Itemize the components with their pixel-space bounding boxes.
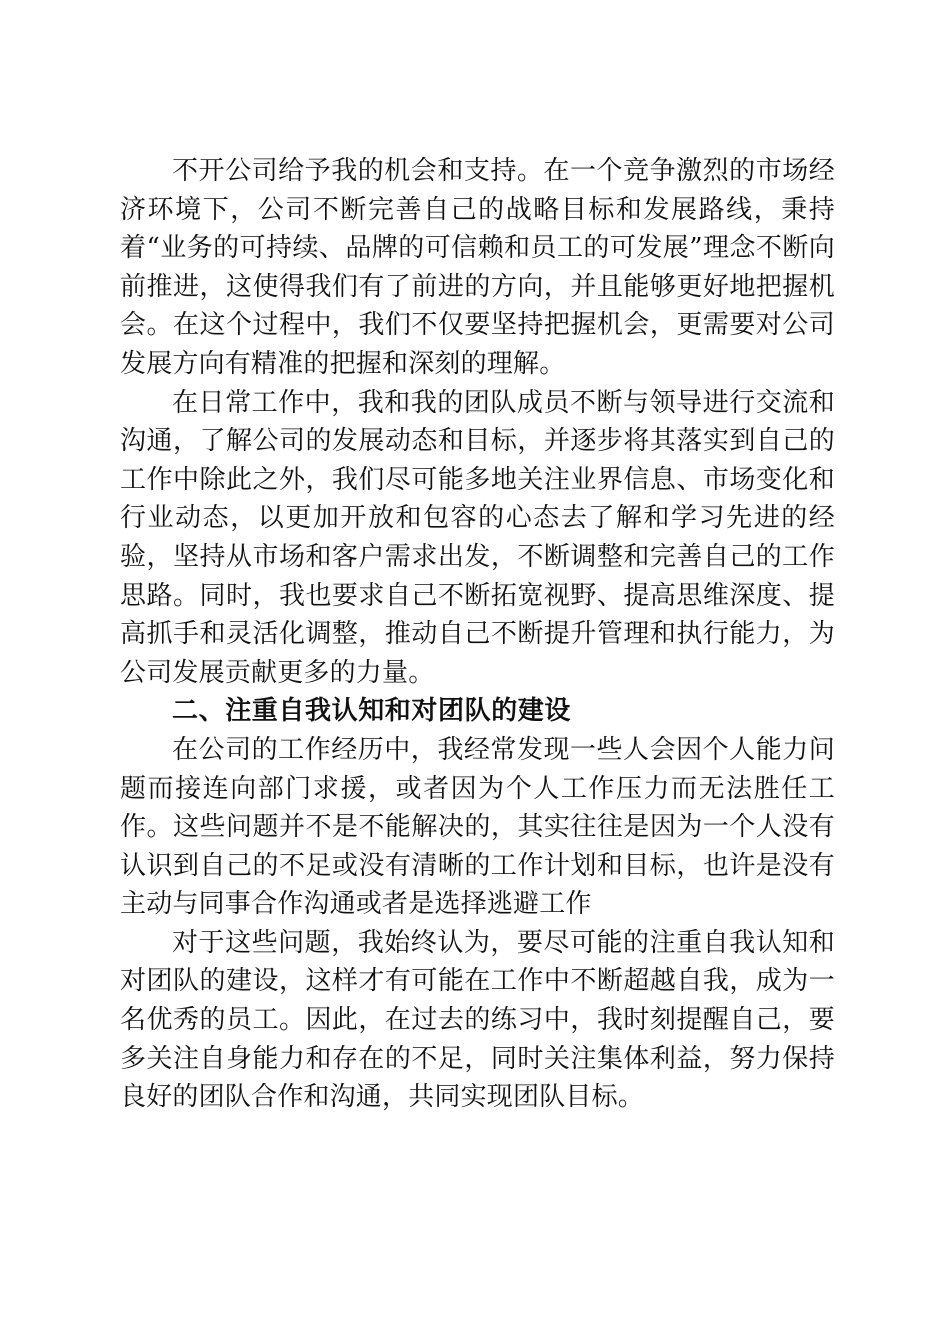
paragraph-2: 在日常工作中，我和我的团队成员不断与领导进行交流和沟通，了解公司的发展动态和目标，并逐步将其落实到自己的工作中除此之外，我们尽可能多地关注业界信息、市场变化和行业动态，以更加开放和包容的心态去了解和学习先进的经验，坚持从市场和客户需求出发，不断调整和完善自己的工作思路。同时，我也要求自己不断拓宽视野、提高思维深度、提高抓手和灵活化调整，推动自己不断提升管理和执行能力，为公司发展贡献更多的力量。 <box>120 387 835 688</box>
section-heading: 二、注重自我认知和对团队的建设 <box>172 696 572 727</box>
paragraph-1: 不开公司给予我的机会和支持。在一个竞争激烈的市场经济环境下，公司不断完善自己的战略目标和发展路线，秉持着“业务的可持续、品牌的可信赖和员工的可发展”理念不断向前推进，这使得我们有了前进的方向，并且能够更好地把握机会。在这个过程中，我们不仅要坚持把握机会，更需要对公司发展方向有精准的把握和深刻的理解。 <box>120 156 835 379</box>
paragraph-3: 在公司的工作经历中，我经常发现一些人会因个人能力问题而接连向部门求援，或者因为个人工作压力而无法胜任工作。这些问题并不是不能解决的，其实往往是因为一个人没有认识到自己的不足或没有清晰的工作计划和目标，也许是没有主动与同事合作沟通或者是选择逃避工作 <box>120 734 835 920</box>
document-body <box>120 152 835 1117</box>
paragraph-4: 对于这些问题，我始终认为，要尽可能的注重自我认知和对团队的建设，这样才有可能在工作中不断超越自我，成为一名优秀的员工。因此，在过去的练习中，我时刻提醒自己，要多关注自身能力和存在的不足，同时关注集体利益，努力保持良好的团队合作和沟通，共同实现团队目标。 <box>120 927 835 1113</box>
